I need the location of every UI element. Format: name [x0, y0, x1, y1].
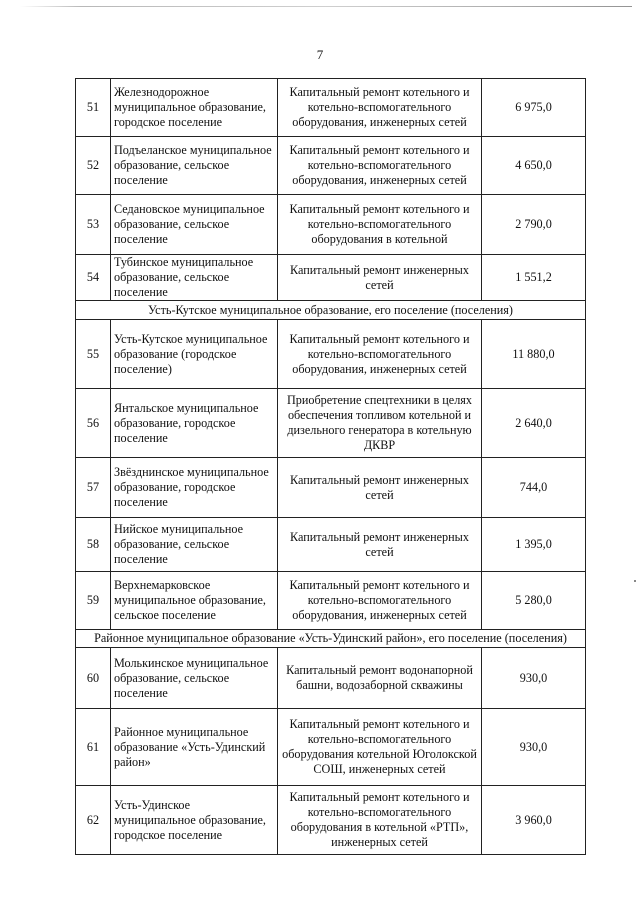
- municipality-name: Усть-Удинское муниципальное образование, городское поселение: [111, 786, 278, 855]
- table-row: [76, 648, 586, 709]
- scan-speck: [634, 580, 636, 582]
- amount: 930,0: [482, 709, 586, 786]
- work-description: Капитальный ремонт инженерных сетей: [278, 458, 482, 518]
- section-heading: Усть-Кутское муниципальное образование, его поселение (поселения): [76, 301, 586, 320]
- scan-edge-line: [20, 6, 632, 7]
- table-row: [76, 518, 586, 572]
- row-number: 61: [76, 709, 111, 786]
- table-row: [76, 79, 586, 137]
- amount: 11 880,0: [482, 320, 586, 389]
- amount: 1 395,0: [482, 518, 586, 572]
- amount: 4 650,0: [482, 137, 586, 195]
- section-heading: Районное муниципальное образование «Усть-Удинский район», его поселение (поселения): [76, 630, 586, 648]
- row-number: 60: [76, 648, 111, 709]
- municipality-name: Янтальское муниципальное образование, городское поселение: [111, 389, 278, 458]
- row-number: 58: [76, 518, 111, 572]
- table-row: [76, 320, 586, 389]
- amount: 6 975,0: [482, 79, 586, 137]
- table-row: [76, 195, 586, 255]
- amount: 1 551,2: [482, 255, 586, 301]
- amount: 930,0: [482, 648, 586, 709]
- municipality-name: Тубинское муниципальное образование, сельское поселение: [111, 255, 278, 301]
- work-description: Капитальный ремонт инженерных сетей: [278, 518, 482, 572]
- table-row: [76, 458, 586, 518]
- municipality-name: Железнодорожное муниципальное образование, городское поселение: [111, 79, 278, 137]
- municipality-name: Молькинское муниципальное образование, сельское поселение: [111, 648, 278, 709]
- work-description: Капитальный ремонт котельного и котельно-вспомогательного оборудования, инженерных сетей: [278, 79, 482, 137]
- work-description: Капитальный ремонт инженерных сетей: [278, 255, 482, 301]
- municipality-name: Звёзднинское муниципальное образование, городское поселение: [111, 458, 278, 518]
- municipality-name: Верхнемарковское муниципальное образование, сельское поселение: [111, 572, 278, 630]
- funding-table: [75, 78, 586, 855]
- municipality-name: Подъеланское муниципальное образование, сельское поселение: [111, 137, 278, 195]
- work-description: Капитальный ремонт котельного и котельно-вспомогательного оборудования, инженерных сетей: [278, 320, 482, 389]
- work-description: Капитальный ремонт водонапорной башни, водозаборной скважины: [278, 648, 482, 709]
- work-description: Капитальный ремонт котельного и котельно-вспомогательного оборудования в котельной: [278, 195, 482, 255]
- row-number: 52: [76, 137, 111, 195]
- row-number: 56: [76, 389, 111, 458]
- work-description: Капитальный ремонт котельного и котельно-вспомогательного оборудования, инженерных сетей: [278, 137, 482, 195]
- row-number: 55: [76, 320, 111, 389]
- table-row: [76, 255, 586, 301]
- work-description: Капитальный ремонт котельного и котельно-вспомогательного оборудования в котельной «РТП», инженерных сетей: [278, 786, 482, 855]
- municipality-name: Районное муниципальное образование «Усть-Удинский район»: [111, 709, 278, 786]
- table-row: [76, 137, 586, 195]
- amount: 744,0: [482, 458, 586, 518]
- row-number: 51: [76, 79, 111, 137]
- municipality-name: Усть-Кутское муниципальное образование (городское поселение): [111, 320, 278, 389]
- row-number: 59: [76, 572, 111, 630]
- work-description: Приобретение спецтехники в целях обеспечения топливом котельной и дизельного генератора в котельную ДКВР: [278, 389, 482, 458]
- table-row: [76, 389, 586, 458]
- section-row: [76, 630, 586, 648]
- table-row: [76, 786, 586, 855]
- table-row: [76, 572, 586, 630]
- work-description: Капитальный ремонт котельного и котельно-вспомогательного оборудования, инженерных сетей: [278, 572, 482, 630]
- amount: 2 640,0: [482, 389, 586, 458]
- amount: 2 790,0: [482, 195, 586, 255]
- municipality-name: Седановское муниципальное образование, сельское поселение: [111, 195, 278, 255]
- section-row: [76, 301, 586, 320]
- table-row: [76, 709, 586, 786]
- page-number: 7: [316, 47, 324, 62]
- row-number: 57: [76, 458, 111, 518]
- amount: 3 960,0: [482, 786, 586, 855]
- work-description: Капитальный ремонт котельного и котельно-вспомогательного оборудования котельной Юголокской СОШ, инженерных сетей: [278, 709, 482, 786]
- amount: 5 280,0: [482, 572, 586, 630]
- municipality-name: Нийское муниципальное образование, сельское поселение: [111, 518, 278, 572]
- row-number: 62: [76, 786, 111, 855]
- row-number: 54: [76, 255, 111, 301]
- row-number: 53: [76, 195, 111, 255]
